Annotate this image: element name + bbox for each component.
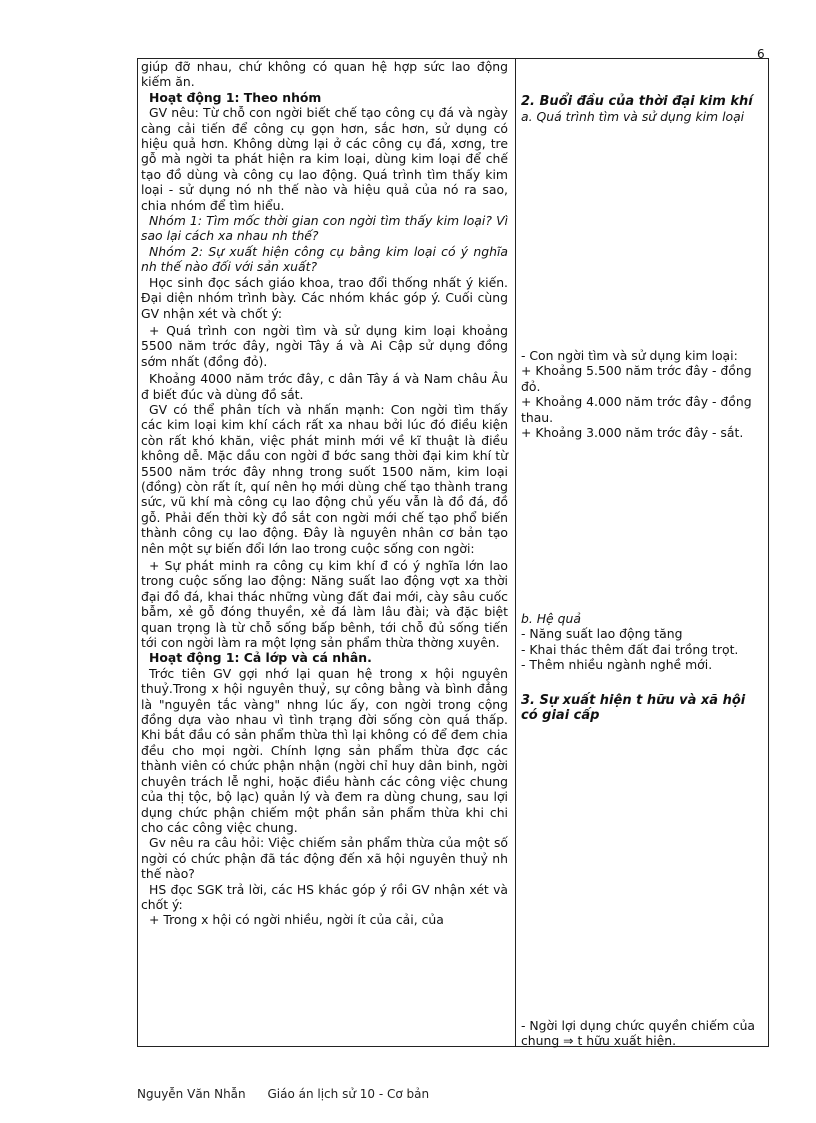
section-3 [521, 693, 766, 724]
para-significance: + Sự phát minh ra công cụ kim khí đ có ý nghĩa lớn lao trong cuộc sống lao động: Năng suất lao động vợt xa thời đại đồ đá, khai thác những vùng đất đai mới, cày sâu cuốc bẫm, xẻ gỗ đóng thuyền, xẻ đá làm lâu đài; và đặc biệt quan trọng là từ chỗ sống bấp bênh, tới chỗ đủ sống tiến tới con ngời làm ra một lợng sản phẩm thừa thờng xuyên. [141, 558, 508, 651]
list-item: - Khai thác thêm đất đai trồng trọt. [521, 641, 739, 657]
para-intro: giúp đỡ nhau, chứ không có quan hệ hợp sức lao động kiếm ăn. [141, 59, 508, 90]
para-hs: HS đọc SGK trả lời, các HS khác góp ý rồi GV nhận xét và chốt ý: [141, 881, 508, 912]
activity-heading-1: Hoạt động 1: Theo nhóm [149, 89, 322, 105]
section-2a-heading: a. Quá trình tìm và sử dụng kim loại [521, 109, 745, 125]
para-gv-intro: GV nêu: Từ chỗ con ngời biết chế tạo công cụ đá và ngày càng cải tiến để công cụ gọn hơn, sắc hơn, sử dụng có hiệu quả hơn. Không dừng lại ở các công cụ đá, xơng, tre gỗ mà ngời ta phát hiện ra kim loại, dùng kim loại để chế tạo đồ dùng và công cụ lao động. Quá trình tìm thấy kim loại - sử dụng nó nh thế nào và hiệu quả của nó ra sao, chia nhóm để tìm hiểu. [141, 105, 508, 213]
activities-column [141, 59, 508, 928]
group-2-question: Nhóm 2: Sự xuất hiện công cụ bằng kim loại có ý nghĩa nh thế nào đối với sản xuất? [141, 243, 508, 275]
list-item: + Khoảng 4.000 năm trớc đây - đồng thau. [521, 394, 752, 425]
section-b-heading: b. Hệ quả [521, 611, 581, 626]
private-property-note [521, 1018, 766, 1049]
para-analysis: GV có thể phân tích và nhấn mạnh: Con ngời tìm thấy các kim loại kim khí cách rất xa nhau bởi lúc đó điều kiện còn rất khó khăn, việc phát minh mới về kĩ thuật là điều không dễ. Mặc dầu con ngời đ bớc sang thời đại kim khí từ 5500 năm trớc đây nhng trong suốt 1500 năm, kim loại (đồng) còn rất ít, quí nên họ mới dùng chế tạo thành trang sức, vũ khí mà công cụ lao động chủ yếu vẫn là đồ đá, đồ gỗ. Phải đến thời kỳ đồ sắt con ngời mới chế tạo phổ biến thành công cụ lao động. Đây là nguyên nhân cơ bản tạo nên một sự biến đổi lớn lao trong cuộc sống con ngời: [141, 401, 508, 556]
lesson-table [137, 58, 769, 1047]
list-item: + Khoảng 5.500 năm trớc đây - đồng đỏ. [521, 363, 752, 394]
para-primitive: Trớc tiên GV gợi nhớ lại quan hệ trong x hội nguyên thuỷ.Trong x hội nguyên thuỷ, sự công bằng và bình đẳng là "nguyên tắc vàng" nhng lúc ấy, con ngời trong cộng đồng dựa vào nhau vì tình trạng đời sống còn quá thấp. Khi bắt đầu có sản phẩm thừa thì lại không có để đem chia đều cho mọi ngời. Chính lợng sản phẩm thừa đợc các thành viên có chức phận nhận (ngời chỉ huy dân binh, ngời chuyên trách lễ nghi, hoặc điều hành các công việc chung của thị tộc, bộ lạc) quản lý và đem ra dùng chung, sau lợi dụng chức phận chiếm một phần sản phẩm thừa khi chi cho các công việc chung. [141, 665, 508, 835]
list-item: - Con ngời tìm và sử dụng kim loại: [521, 348, 738, 363]
para-copper: + Quá trình con ngời tìm và sử dụng kim loại khoảng 5500 năm trớc đây, ngời Tây á và Ai Cập sử dụng đồng sớm nhất (đồng đỏ). [141, 322, 508, 369]
section-3-heading: 3. Sự xuất hiện t hữu và xã hội có giai cấp [521, 693, 746, 724]
para-students: Học sinh đọc sách giáo khoa, trao đổi thống nhất ý kiến. Đại diện nhóm trình bày. Các nhóm khác góp ý. Cuối cùng GV nhận xét và chốt ý: [141, 274, 508, 321]
para-last: + Trong x hội có ngời nhiều, ngời ít của cải, của [149, 912, 444, 928]
page-number: 6 [757, 47, 765, 61]
metals-list [521, 348, 766, 440]
group-1-question: Nhóm 1: Tìm mốc thời gian con ngời tìm thấy kim loại? Vì sao lại cách xa nhau nh thế? [141, 213, 508, 244]
column-divider [515, 59, 516, 1046]
footer-author: Nguyễn Văn Nhẫn [137, 1087, 246, 1101]
list-item: - Ngời lợi dụng chức quyền chiếm của chung ⇒ t hữu xuất hiện. [521, 1018, 756, 1049]
activity-heading-2: Hoạt động 1: Cả lớp và cá nhân. [149, 650, 372, 666]
page-footer [137, 1087, 447, 1101]
list-item: + Khoảng 3.000 năm trớc đây - sắt. [521, 425, 744, 441]
section-2 [521, 94, 766, 125]
list-item: - Thêm nhiều ngành nghề mới. [521, 657, 713, 673]
list-item: - Năng suất lao động tăng [521, 626, 683, 642]
para-question: Gv nêu ra câu hỏi: Việc chiếm sản phẩm thừa của một số ngời có chức phận đã tác động đến xã hội nguyên thuỷ nh thế nào? [141, 835, 508, 882]
para-iron: Khoảng 4000 năm trớc đây, c dân Tây á và Nam châu Âu đ biết đúc và dùng đồ sắt. [141, 371, 508, 402]
effects-section [521, 611, 766, 673]
section-2-heading: 2. Buổi đầu của thời đại kim khí [521, 94, 753, 109]
footer-title: Giáo án lịch sử 10 - Cơ bản [267, 1087, 430, 1101]
